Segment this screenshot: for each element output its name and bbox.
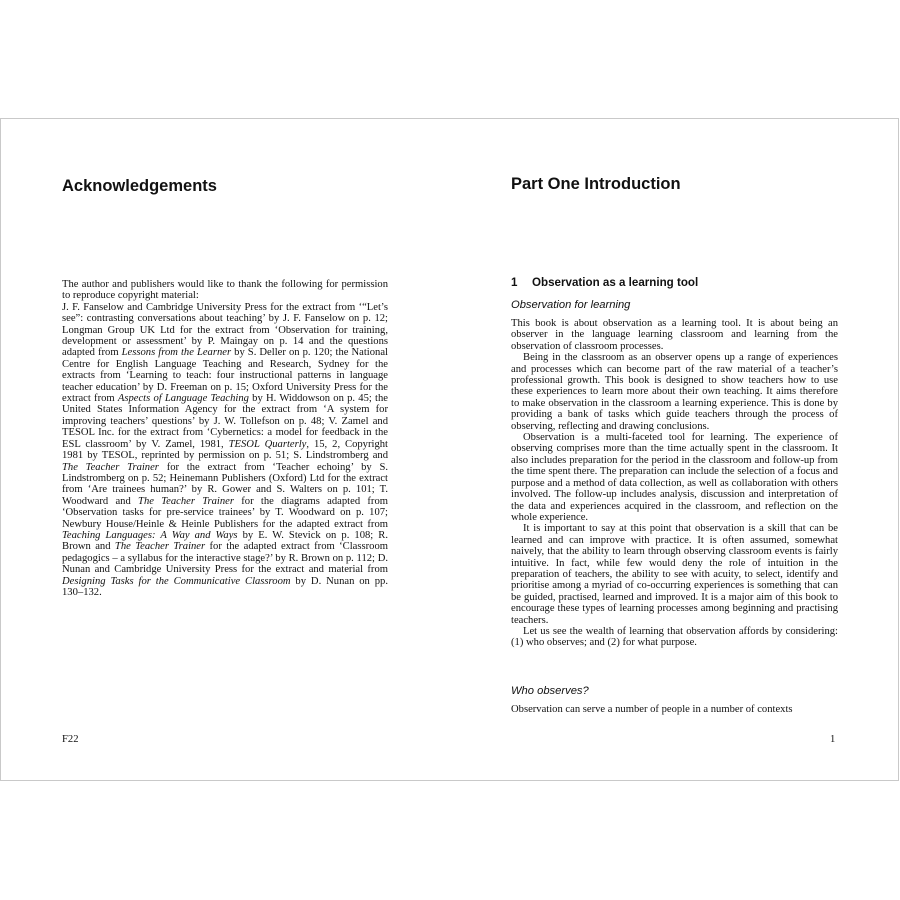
page-title-acknowledgements: Acknowledgements [62,177,217,195]
page-number-left: F22 [62,734,79,745]
paragraph-3: Observation is a multi-faceted tool for learning. The experience of observing comprises more than the time actually spent in the classroom. It also includes preparation for the period in the classroom and follow-up from the time spent there. The preparation can include the selection of a focus and purpose and a method of data collection, as well as collaboration with others involved. The follow-up includes analysis, discussion and interpretation of the data and experiences acquired in the classroom, and reflection on the whole experience. [511,432,838,523]
section-number: 1 [511,276,518,289]
subheading-who-observes: Who observes? [511,685,589,697]
paragraph-1: This book is about observation as a learning tool. It is about being an observer in the language learning classroom and learning from the observation of classroom processes. [511,318,838,352]
paragraph-4: It is important to say at this point that observation is a skill that can be learned and can improve with practice. It is often assumed, somewhat naively, that the ability to learn through observing classroom events is fairly intuitive. In fact, while few would deny the role of intuition in the preparation of teachers, the ability to see with acuity, to select, identify and prioritise among a myriad of co-occurring experiences is something that can be guided, practised, learned and improved. It is a major aim of this book to encourage these types of learning processes among beginning and practising teachers. [511,523,838,626]
page-number-right: 1 [830,734,836,745]
introduction-text [511,318,838,649]
section-heading [511,276,698,289]
part-title: Part One Introduction [511,175,681,193]
ack-body: J. F. Fanselow and Cambridge University Press for the extract from ‘“Let’s see”: contrasting conversations about teaching’ by J. F. Fanselow on p. 12; Longman Group UK Ltd for the extract from ‘Observation for training, development or assessment’ by P. Maingay on p. 14 and the questions adapted from Lessons from the Learner by S. Deller on p. 120; the National Centre for English Language Teaching and Research, Sydney for the extracts from ‘Learning to teach: four instructional patterns in language teacher education’ by D. Freeman on p. 15; Oxford University Press for the extract from Aspects of Language Teaching by H. Widdowson on p. 45; the United States Information Agency for the extract from ‘A system for improving teachers’ questions’ by J. W. Tollefson on p. 48; V. Zamel and TESOL Inc. for the extract from ‘Cybernetics: a model for feedback in the ESL classroom’ by V. Zamel, 1981, TESOL Quarterly, 15, 2, Copyright 1981 by TESOL, reprinted by permission on p. 51; S. Lindstromberg and The Teacher Trainer for the extract from ‘Teacher echoing’ by S. Lindstromberg on p. 52; Heinemann Publishers (Oxford) Ltd for the extract from ‘Are trainees human?’ by R. Gower and S. Walters on p. 101; T. Woodward and The Teacher Trainer for the diagrams adapted from ‘Observation tasks for pre-service trainees’ by T. Woodward on p. 107; Newbury House/Heinle & Heinle Publishers for the adapted extract from Teaching Languages: A Way and Ways by E. W. Stevick on p. 108; R. Brown and The Teacher Trainer for the adapted extract from ‘Classroom pedagogics – a syllabus for the interactive stage?’ by R. Brown on p. 112; D. Nunan and Cambridge University Press for the extract and material from Designing Tasks for the Communicative Classroom by D. Nunan on pp. 130–132. [62,301,388,598]
final-line-text: Observation can serve a number of people in a number of contexts [511,704,793,715]
section-title: Observation as a learning tool [532,276,699,289]
paragraph-5: Let us see the wealth of learning that observation affords by considering: (1) who observes; and (2) for what purpose. [511,625,838,649]
subheading-observation-for-learning: Observation for learning [511,299,631,311]
paragraph-2: Being in the classroom as an observer opens up a range of experiences and processes which can become part of the raw material of a teacher’s professional growth. This book is designed to show teachers how to use these experiences to learn more about their own teaching. It aims therefore to make observation in the classroom a learning experience. This is done by providing a bank of tasks which guide teachers through the process of observing, reflecting and drawing conclusions. [511,352,838,432]
ack-intro: The author and publishers would like to thank the following for permission to reproduce copyright material: [62,279,388,302]
acknowledgements-text [62,279,388,598]
